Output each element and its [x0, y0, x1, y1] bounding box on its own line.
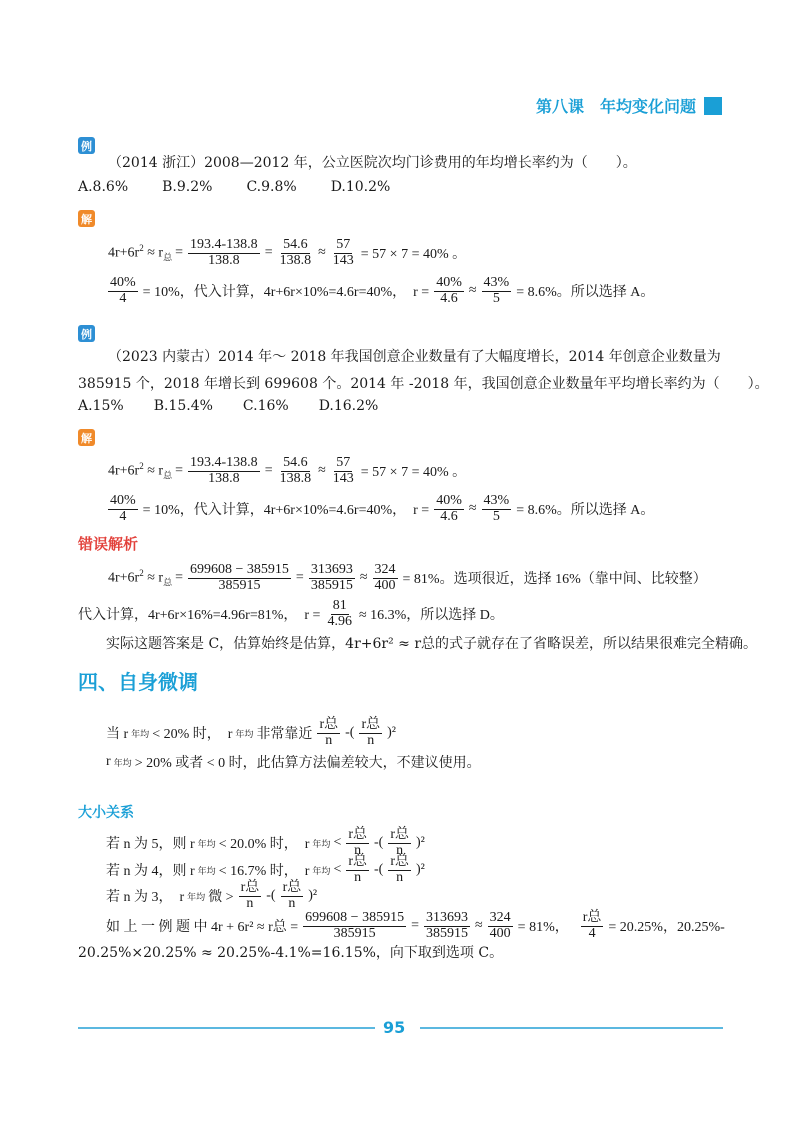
section4-line2: r 年均 > 20% 或者 < 0 时，此估算方法偏差较大，不建议使用。: [106, 754, 481, 771]
example-tag-icon: 例: [78, 325, 95, 342]
solution2-formula-line: $4r+6r^2 \approx r_总$ = $\frac{193.4-138.8}{138.8}$ = $\frac{54.6}{138.8}$ ≈ $\frac{57}{143}$ = 57 × 7 = 40% 。: [108, 455, 467, 486]
solution1-formula-line: $4r+6r^2 \approx r_总$ = $\frac{193.4-138.8}{138.8}$ = $\frac{54.6}{138.8}$ ≈ $\frac{57}{143}$ = 57 × 7 = 40% 。: [108, 237, 467, 268]
example-application-line: 如 上 一 例 题 中 4r + 6r² ≈ r总 = $\frac{699608 - 385915}{385915}$ = $\frac{313693}{385915}$ ≈ $\frac{324}{400}$ = 81%， $\frac{\text{r总}}{4}$ = 20.25%，20.25%-: [106, 910, 725, 941]
example1-question: （2014 浙江）2008—2012 年，公立医院次均门诊费用的年均增长率约为（ ）。: [108, 155, 637, 171]
fraction: $\frac{\text{r总}}{n}$: [390, 854, 410, 885]
formula-tail: = 57 × 7 = 40% 。: [360, 247, 467, 263]
fraction: $\frac{40\%}{4.6}$: [436, 275, 462, 306]
error-line1-tail: = 81%。选项很近，选择 16%（靠中间、比较整）: [402, 572, 707, 588]
fraction: $\frac{57}{143}$: [332, 455, 354, 486]
option-d: D.16.2%: [318, 398, 379, 414]
fraction: $\frac{699608 - 385915}{385915}$: [305, 910, 405, 941]
fraction: $\frac{\text{r总}}{n}$: [361, 717, 381, 748]
fraction: $\frac{81}{4.96}$: [327, 598, 352, 629]
relation-n3: 若 n 为 3， r 年均 微 > $\frac{\text{r总}}{n}$ -( $\frac{\text{r总}}{n}$ )²: [106, 880, 318, 911]
header-square-icon: [704, 97, 722, 115]
fraction: $\frac{699608 - 385915}{385915}$: [190, 562, 289, 593]
error-calc-text: 代入计算，4r+6r×16%=4.96r=81%， r =: [78, 608, 321, 624]
section4-line1: 当 r 年均 < 20% 时， r 年均 非常靠近 $\frac{\text{r总}}{n}$ -( $\frac{\text{r总}}{n}$ )²: [106, 717, 396, 748]
fraction: $\frac{\text{r总}}{n}$: [282, 880, 302, 911]
relation-n4: 若 n 为 4，则 r 年均 < 16.7% 时， r 年均 < $\frac{\text{r总}}{n}$ -( $\frac{\text{r总}}{n}$ )²: [106, 854, 425, 885]
fraction: $\frac{40\%}{4}$: [110, 493, 136, 524]
fraction: $\frac{\text{r总}}{n}$: [348, 827, 368, 858]
relation-n5: 若 n 为 5，则 r 年均 < 20.0% 时， r 年均 < $\frac{\text{r总}}{n}$ -( $\frac{\text{r总}}{n}$ )²: [106, 827, 425, 858]
solution2-calc-line: $\frac{40\%}{4}$ = 10%，代入计算，4r+6r×10%=4.6r=40%， r = $\frac{40\%}{4.6}$ ≈ $\frac{43\%}{5}$ = 8.6%。所以选择 A。: [110, 493, 655, 524]
error-calc-tail: ≈ 16.3%，所以选择 D。: [358, 608, 504, 624]
fraction: $\frac{40\%}{4.6}$: [436, 493, 462, 524]
fraction: $\frac{324}{400}$: [489, 910, 511, 941]
fraction: $\frac{313693}{385915}$: [425, 910, 468, 941]
example-application-last: 20.25%×20.25% ≈ 20.25%-4.1%=16.15%，向下取到选项 C。: [78, 945, 504, 961]
footer-rule-left: [78, 1027, 375, 1029]
solution-tag-icon: 解: [78, 210, 95, 227]
fraction: $\frac{324}{400}$: [374, 562, 396, 593]
chapter-title: 第八课 年均变化问题: [535, 97, 696, 116]
formula-lhs: $4r+6r^2 \approx r_总$: [108, 567, 173, 588]
fraction: $\frac{54.6}{138.8}$: [279, 455, 312, 486]
solution1-calc-line: $\frac{40\%}{4}$ = 10%，代入计算，4r+6r×10%=4.6r=40%， r = $\frac{40\%}{4.6}$ ≈ $\frac{43\%}{5}$ = 8.6%。所以选择 A。: [110, 275, 655, 306]
fraction: $\frac{\text{r总}}{n}$: [319, 717, 339, 748]
example2-options: [78, 398, 378, 414]
formula-lhs: $4r+6r^2 \approx r_总$: [108, 242, 173, 263]
fraction: $\frac{193.4-138.8}{138.8}$: [190, 237, 258, 268]
example2-question-line2: 385915 个，2018 年增长到 699608 个。2014 年 -2018 年，我国创意企业数量年平均增长率约为（ ）。: [78, 376, 769, 392]
chapter-header: [536, 94, 722, 117]
option-a: A.8.6%: [78, 179, 129, 195]
fraction: $\frac{40\%}{4}$: [110, 275, 136, 306]
error-analysis-heading: 错误解析: [78, 535, 139, 553]
error-conclusion: 实际这题答案是 C，估算始终是估算，4r+6r² ≈ r总的式子就存在了省略误差，所以结果很难完全精确。: [106, 636, 758, 652]
fraction: $\frac{313693}{385915}$: [310, 562, 353, 593]
solution-tag-icon: 解: [78, 429, 95, 446]
section-heading: 四、自身微调: [78, 670, 198, 694]
fraction: $\frac{\text{r总}}{4}$: [582, 910, 602, 941]
calc-text: = 10%，代入计算，4r+6r×10%=4.6r=40%， r =: [142, 285, 430, 301]
error-calc-line: [78, 599, 504, 629]
fraction: $\frac{\text{r总}}{n}$: [348, 854, 368, 885]
example1-options: [78, 179, 390, 195]
option-c: C.16%: [242, 398, 289, 414]
calc-tail: = 8.6%。所以选择 A。: [516, 285, 655, 301]
fraction: $\frac{\text{r总}}{n}$: [390, 827, 410, 858]
fraction: $\frac{193.4-138.8}{138.8}$: [190, 455, 258, 486]
option-c: C.9.8%: [246, 179, 297, 195]
option-b: B.9.2%: [162, 179, 213, 195]
option-b: B.15.4%: [153, 398, 213, 414]
fraction: $\frac{43\%}{5}$: [483, 493, 510, 524]
fraction: $\frac{\text{r总}}{n}$: [240, 880, 260, 911]
example2-question-line1: （2023 内蒙古）2014 年～ 2018 年我国创意企业数量有了大幅度增长，2014 年创意企业数量为: [108, 349, 721, 365]
error-formula-line: $4r+6r^2 \approx r_总$ = $\frac{699608 - 385915}{385915}$ = $\frac{313693}{385915}$ ≈ $\frac{324}{400}$ = 81%。选项很近，选择 16%（靠中间、比较整）: [108, 562, 707, 593]
example-tag-icon: 例: [78, 137, 95, 154]
fraction: $\frac{43\%}{5}$: [483, 275, 510, 306]
footer-rule-right: [420, 1027, 723, 1029]
fraction: $\frac{57}{143}$: [332, 237, 354, 268]
option-d: D.10.2%: [330, 179, 391, 195]
formula-lhs: $4r+6r^2 \approx r_总$: [108, 460, 173, 481]
size-relation-heading: 大小关系: [78, 805, 134, 821]
page-number: 95: [383, 1018, 406, 1037]
equals: =: [175, 245, 184, 261]
option-a: A.15%: [78, 398, 124, 414]
fraction: $\frac{54.6}{138.8}$: [279, 237, 312, 268]
